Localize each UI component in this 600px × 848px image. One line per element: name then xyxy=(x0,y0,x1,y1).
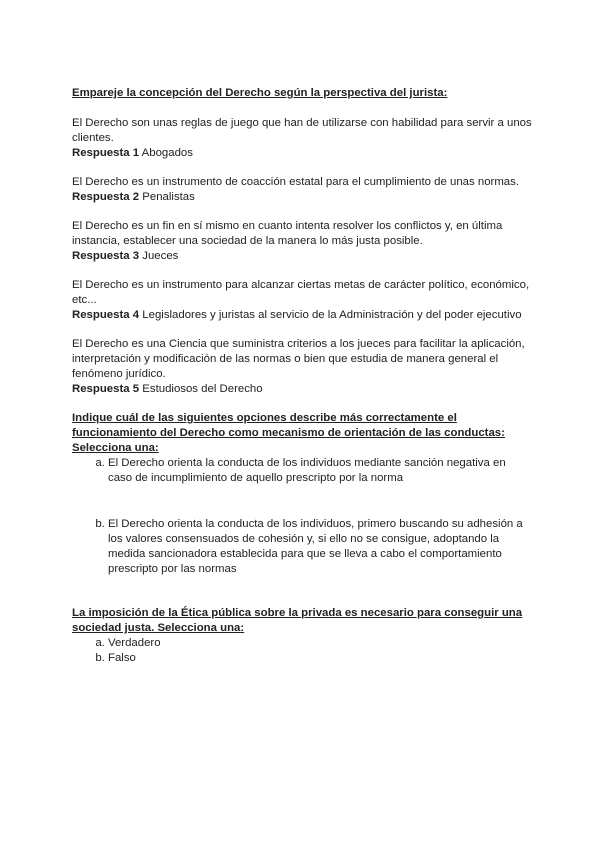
question2-heading: Indique cuál de las siguientes opciones describe más correctamente el funcionamiento del Derecho como mecanismo de orientación de las conductas: Selecciona una: xyxy=(72,412,505,454)
answer-value: Legisladores y juristas al servicio de la Administración y del poder ejecutivo xyxy=(142,309,522,321)
answer-value: Estudiosos del Derecho xyxy=(142,383,263,395)
option-b[interactable]: b. El Derecho orienta la conducta de los individuos, primero buscando su adhesión a los valores consensuados de cohesión y, si ello no se consigue, adoptando la medida sancionadora establecida para que se lleva a cabo el comportamiento prescripto por las normas xyxy=(108,517,532,577)
matching-answer xyxy=(72,190,532,205)
option-verdadero[interactable]: a. Verdadero xyxy=(108,636,532,651)
option-a[interactable]: a. El Derecho orienta la conducta de los individuos mediante sanción negativa en caso de incumplimiento de aquello prescripto por la norma xyxy=(108,456,532,486)
answer-value: Penalistas xyxy=(142,191,195,203)
matching-statement: El Derecho es una Ciencia que suministra criterios a los jueces para facilitar la aplicación, interpretación y modificación de las normas o bien que estudia de manera general el fenómeno jurídico. xyxy=(72,338,525,380)
option-falso[interactable]: b. Falso xyxy=(108,651,532,666)
matching-item-2 xyxy=(72,175,532,205)
matching-answer xyxy=(72,382,532,397)
matching-item-4 xyxy=(72,278,532,323)
answer-value: Jueces xyxy=(142,250,179,262)
matching-statement: El Derecho son unas reglas de juego que han de utilizarse con habilidad para servir a unos clientes. xyxy=(72,117,532,144)
matching-statement: El Derecho es un instrumento para alcanzar ciertas metas de carácter político, económico, etc... xyxy=(72,279,530,306)
matching-statement: El Derecho es un fin en sí mismo en cuanto intenta resolver los conflictos y, en última instancia, establecer una sociedad de la manera lo más justa posible. xyxy=(72,220,503,247)
question1-heading: Empareje la concepción del Derecho según la perspectiva del jurista: xyxy=(72,87,448,99)
matching-statement: El Derecho es un instrumento de coacción estatal para el cumplimiento de unas normas. xyxy=(72,176,520,188)
document-page xyxy=(72,86,532,666)
matching-item-1 xyxy=(72,116,532,161)
question3-options xyxy=(72,636,532,666)
matching-answer xyxy=(72,308,532,323)
question2-options xyxy=(72,456,532,577)
question3-heading: La imposición de la Ética pública sobre la privada es necesario para conseguir una sociedad justa. Selecciona una: xyxy=(72,607,523,634)
matching-item-5 xyxy=(72,337,532,397)
answer-label: Respuesta 5 xyxy=(72,383,140,395)
matching-answer xyxy=(72,249,532,264)
answer-value: Abogados xyxy=(141,147,193,159)
answer-label: Respuesta 2 xyxy=(72,191,140,203)
matching-answer xyxy=(72,146,532,161)
answer-label: Respuesta 4 xyxy=(72,309,140,321)
answer-label: Respuesta 3 xyxy=(72,250,140,262)
answer-label: Respuesta 1 xyxy=(72,147,140,159)
matching-item-3 xyxy=(72,219,532,264)
